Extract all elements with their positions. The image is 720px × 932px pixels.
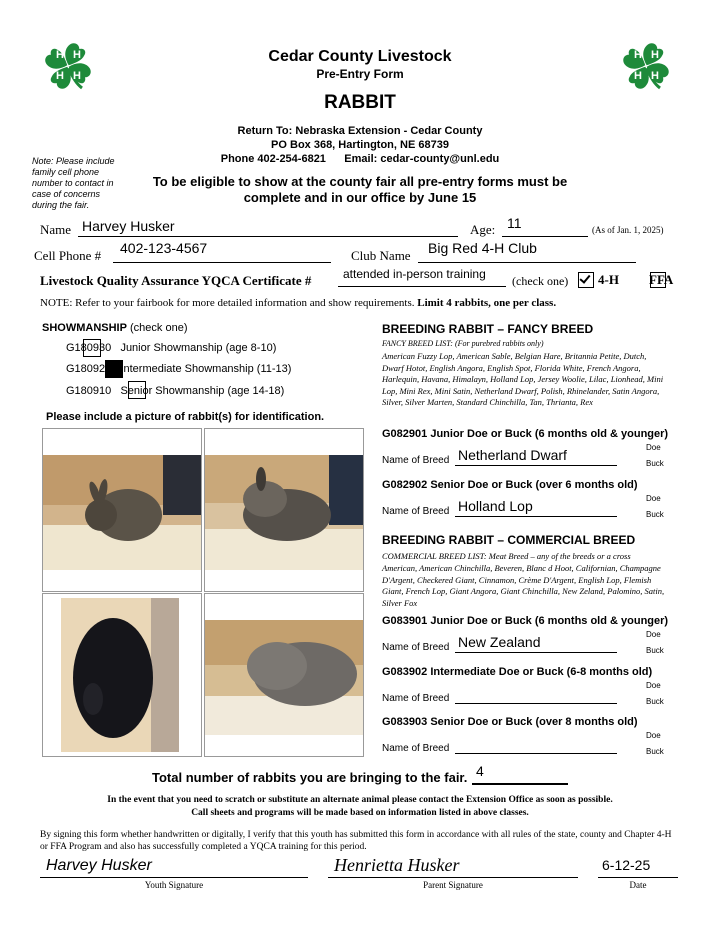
form-title: Cedar County Livestock xyxy=(268,48,452,65)
showmanship-code: G180930 xyxy=(66,342,112,354)
4h-option-label: 4-H xyxy=(598,272,619,287)
showmanship-code: G180910 xyxy=(66,385,112,397)
buck-label: Buck xyxy=(646,697,664,706)
clover-letter: H xyxy=(651,49,659,61)
class-row xyxy=(382,428,668,440)
class-row xyxy=(382,666,652,678)
office-email: cedar-county@unl.edu xyxy=(380,153,500,165)
doe-label: Doe xyxy=(646,443,661,452)
4h-clover-logo-left xyxy=(40,38,96,94)
age-note: (As of Jan. 1, 2025) xyxy=(592,225,664,235)
doe-label: Doe xyxy=(646,630,661,639)
showmanship-item xyxy=(66,363,291,375)
buck-label: Buck xyxy=(646,747,664,756)
showmanship-label: Junior Showmanship (age 8-10) xyxy=(120,342,277,354)
limit-note: Limit 4 rabbits, one per class. xyxy=(417,297,557,309)
buck-label: Buck xyxy=(646,510,664,519)
picture-note: Please include a picture of rabbit(s) for identification. xyxy=(46,411,325,423)
youth-signature[interactable]: Harvey Husker xyxy=(46,857,152,874)
rabbit-photo-2 xyxy=(204,428,364,592)
doe-label: Doe xyxy=(646,681,661,690)
office-contact xyxy=(160,153,560,165)
breed-label: Name of Breed xyxy=(382,506,450,517)
fancy-breed-list: American Fuzzy Lop, American Sable, Belgian Hare, Britannia Petite, Dutch, Dwarf Hotot, English Angora, English Spot, Florida White, French Angora, Harlequin, Havana, Himalayn, Holland Lop, Jersey Woolie, Lilac, Lionhead, Mini Lop, Mini Rex, Mini Satin, Netherland Dwarf, Polish, Rhinelander, Satin Angora, Silver, Silver Marten, Standard Chinchilla, Tan, Thrianta, Rex xyxy=(382,351,664,407)
breed-label: Name of Breed xyxy=(382,455,450,466)
rabbit-photo-1 xyxy=(42,428,202,592)
species-heading: RABBIT xyxy=(324,92,396,113)
clover-letter: H xyxy=(56,70,64,82)
clover-letter: H xyxy=(651,70,659,82)
office-phone: 402-254-6821 xyxy=(257,153,326,165)
eligibility-notice: To be eligible to show at the county fair all pre-entry forms must be complete and in our office by June 15 xyxy=(152,174,568,205)
commercial-list-title: COMMERCIAL BREED LIST: Meat Breed – any of the breeds or a cross xyxy=(382,551,631,561)
breed-field[interactable]: New Zealand xyxy=(458,634,541,650)
form-subtitle: Pre-Entry Form xyxy=(316,67,404,81)
clover-letter: H xyxy=(634,49,642,61)
buck-label: Buck xyxy=(646,459,664,468)
youth-signature-label: Youth Signature xyxy=(144,880,204,890)
return-to-label: Return To: xyxy=(237,125,293,137)
cell-phone-label: Cell Phone # xyxy=(34,248,102,263)
name-label: Name xyxy=(40,222,72,237)
class-code: G082901 xyxy=(382,428,428,440)
total-field[interactable]: 4 xyxy=(476,763,484,779)
showmanship-code: G180920 xyxy=(66,363,112,375)
class-label: Senior Doe or Buck (over 8 months old) xyxy=(430,716,638,728)
class-label: Junior Doe or Buck (6 months old & younger) xyxy=(430,615,669,627)
club-name-field[interactable]: Big Red 4-H Club xyxy=(428,240,537,256)
clover-letter: H xyxy=(73,70,81,82)
class-code: G082902 xyxy=(382,479,428,491)
parent-signature-label: Parent Signature xyxy=(423,880,483,890)
class-row xyxy=(382,716,638,728)
phone-note: Note: Please include family cell phone number to contact in case of concerns during the fair. xyxy=(32,156,115,210)
cell-phone-field[interactable]: 402-123-4567 xyxy=(120,240,208,256)
total-label: Total number of rabbits you are bringing to the fair. xyxy=(152,770,468,785)
yqca-label: Livestock Quality Assurance YQCA Certificate # xyxy=(40,273,312,288)
yqca-field[interactable]: attended in-person training xyxy=(343,267,486,281)
class-code: G083903 xyxy=(382,716,428,728)
clover-letter: H xyxy=(634,70,642,82)
signing-note: By signing this form whether handwritten or digitally, I verify that this youth has submitted this form in accordance with all rules of the state, county and Chapter 4-H or FFA Program and also has successfully completed a YQCA training for this period. xyxy=(40,830,672,852)
class-code: G083902 xyxy=(382,666,428,678)
commercial-heading: BREEDING RABBIT – COMMERCIAL BREED xyxy=(382,533,636,547)
showmanship-item xyxy=(66,385,284,397)
showmanship-heading-row xyxy=(42,322,188,334)
fancy-list-title: FANCY BREED LIST: (For purebred rabbits only) xyxy=(382,339,544,348)
buck-label: Buck xyxy=(646,646,664,655)
date-label: Date xyxy=(629,880,647,890)
class-label: Junior Doe or Buck (6 months old & younger) xyxy=(430,428,669,440)
name-field[interactable]: Harvey Husker xyxy=(82,218,175,234)
phone-label: Phone xyxy=(220,153,255,165)
breed-label: Name of Breed xyxy=(382,693,450,704)
signature-date[interactable]: 6-12-25 xyxy=(602,857,651,873)
scratch-note: In the event that you need to scratch or substitute an alternate animal please contact the Extension Office as soon as possible. xyxy=(107,795,613,805)
doe-label: Doe xyxy=(646,494,661,503)
age-field[interactable]: 11 xyxy=(507,215,522,231)
class-label: Senior Doe or Buck (over 6 months old) xyxy=(430,479,638,491)
clover-letter: H xyxy=(73,49,81,61)
class-row xyxy=(382,615,668,627)
parent-signature[interactable]: Henrietta Husker xyxy=(334,855,460,875)
return-to xyxy=(160,125,560,137)
doe-label: Doe xyxy=(646,731,661,740)
office-address: PO Box 368, Hartington, NE 68739 xyxy=(271,139,449,151)
call-sheets-note: Call sheets and programs will be made based on information listed in above classes. xyxy=(191,808,529,818)
fairbook-note-text: NOTE: Refer to your fairbook for more detailed information and show requirements. xyxy=(40,297,415,309)
showmanship-check-one: (check one) xyxy=(130,322,188,334)
age-label: Age: xyxy=(470,222,496,237)
breed-label: Name of Breed xyxy=(382,642,450,653)
class-code: G083901 xyxy=(382,615,428,627)
breed-field[interactable]: Holland Lop xyxy=(458,498,533,514)
4h-checkbox[interactable] xyxy=(578,272,594,288)
class-row xyxy=(382,479,638,491)
4h-clover-logo-right xyxy=(618,38,674,94)
fancy-heading: BREEDING RABBIT – FANCY BREED xyxy=(382,322,594,336)
showmanship-item xyxy=(66,342,276,354)
rabbit-photo-4 xyxy=(204,593,364,757)
showmanship-label: Senior Showmanship (age 14-18) xyxy=(120,385,285,397)
showmanship-heading: SHOWMANSHIP xyxy=(42,322,127,334)
breed-label: Name of Breed xyxy=(382,743,450,754)
commercial-breed-list: American, American Chinchilla, Beveren, Blanc d Hoot, Californian, Champagne D'Argent, Checkered Giant, Cinnamon, Crème D'Argent, English Lop, Flemish Giant, French Lop, Giant Angora, Giant Chinchilla, New Zeland, Palomino, Satin, Silver Fox xyxy=(382,563,665,608)
club-name-label: Club Name xyxy=(351,248,411,263)
yqca-check-one: (check one) xyxy=(512,274,569,288)
ffa-option-label: FFA xyxy=(649,272,674,287)
email-label: Email: xyxy=(344,153,378,165)
fairbook-note xyxy=(40,297,680,309)
showmanship-label: Intermediate Showmanship (11-13) xyxy=(120,363,292,375)
return-to-office: Nebraska Extension - Cedar County xyxy=(295,125,483,137)
clover-letter: H xyxy=(56,49,64,61)
class-label: Intermediate Doe or Buck (6-8 months old) xyxy=(430,666,653,678)
breed-field[interactable]: Netherland Dwarf xyxy=(458,447,567,463)
rabbit-photo-3 xyxy=(42,593,202,757)
